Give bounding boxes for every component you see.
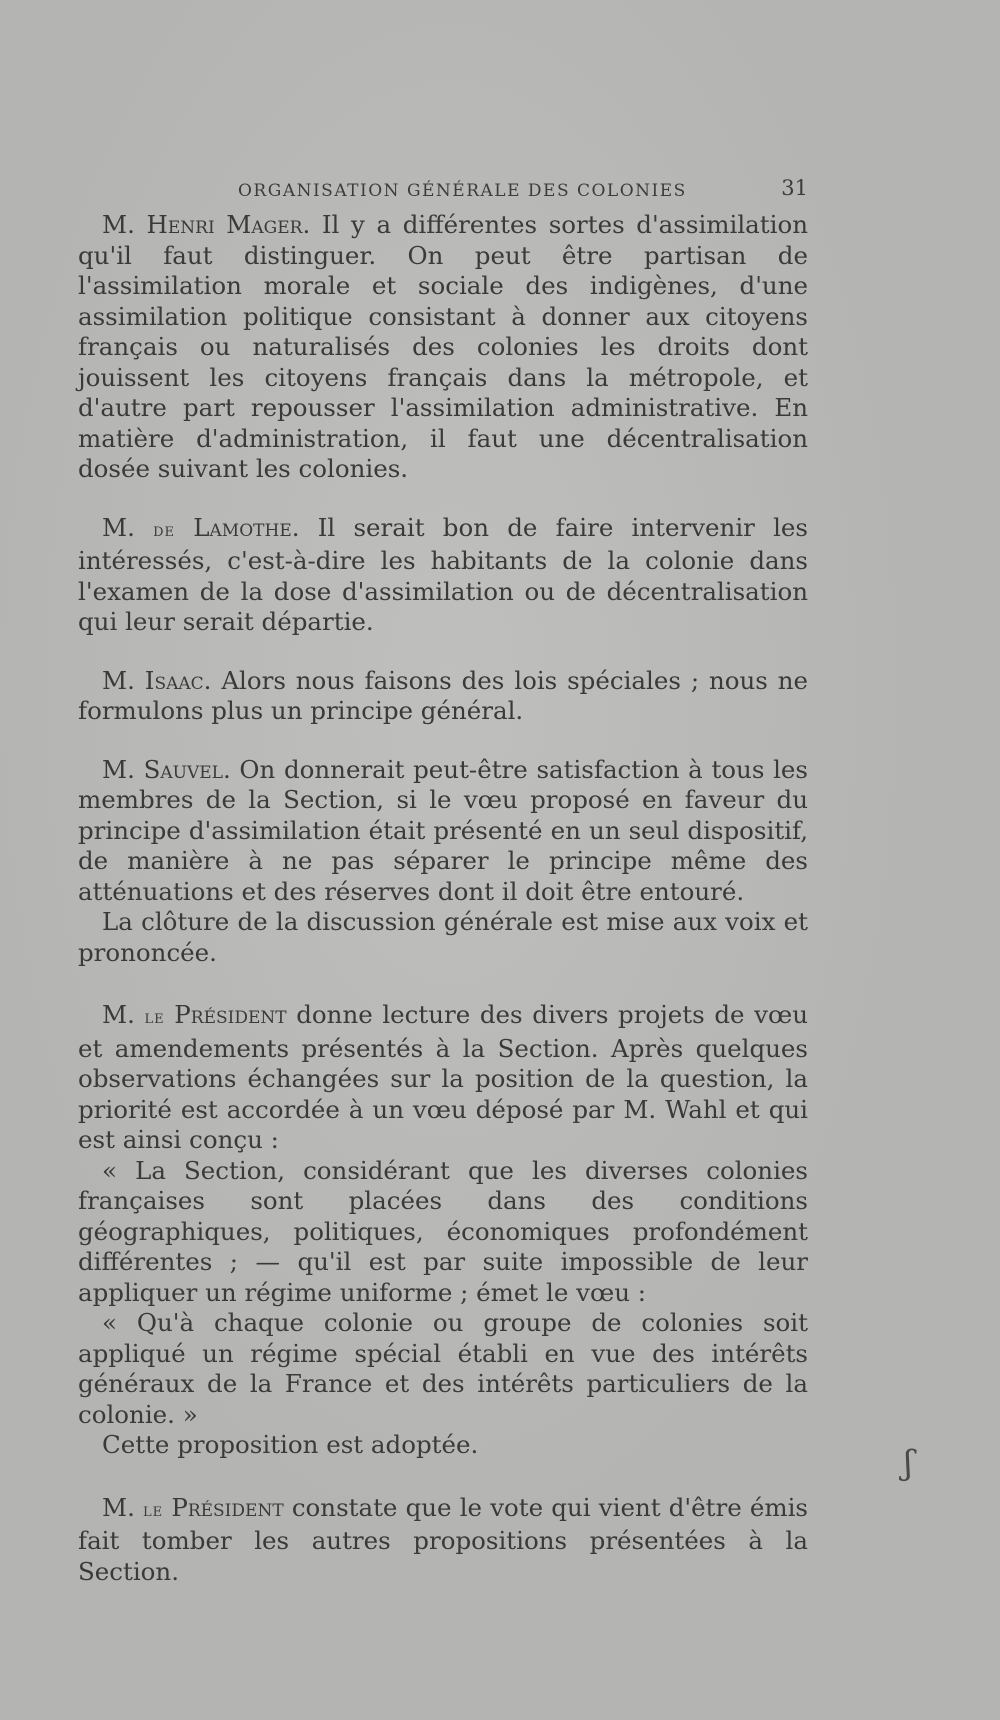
speaker-name: Isaac — [144, 665, 204, 695]
paragraph-text: constate que le vote qui vient d'être émis fait tomber les autres propositions présentées à la Section. — [78, 1492, 808, 1586]
paragraph-text: . Il serait bon de faire intervenir les intéressés, c'est-à-dire les habitants de la colonie dans l'examen de la dose d'assimilation ou de décentralisation qui leur serait départie. — [78, 512, 809, 636]
paragraph-mager — [78, 210, 808, 485]
paragraph-text: . On donnerait peut-être satisfaction à tous les membres de la Section, si le vœu proposé en faveur du principe d'assimilation était présenté en un seul dispositif, de manière à ne pas séparer le principe même des atténuations et des réserves dont il doit être entouré. — [78, 754, 808, 906]
paragraph-adoption — [78, 1430, 808, 1461]
running-header — [78, 168, 808, 210]
speaker-name: Lamothe — [193, 512, 292, 542]
paragraph-isaac — [78, 666, 808, 727]
paragraph-text: . Alors nous faisons des lois spéciales ; nous ne formulons plus un principe général. — [78, 665, 808, 725]
speaker-particle: de — [153, 519, 176, 541]
margin-mark: ʃ — [901, 1442, 916, 1484]
speaker-prefix: M. — [102, 210, 147, 239]
speaker-particle: le — [144, 1007, 165, 1028]
paragraph-text: . Il y a différentes sortes d'assimilation qu'il faut distinguer. On peut être partisan de l'assimilation morale et sociale des indigènes, d'une assimilation politique consistant à donner aux citoyens français ou naturalisés des colonies les droits dont jouissent les citoyens français dans la métropole, et d'autre part repousser l'assimilation administrative. En matière d'administration, il faut une décentralisation dosée suivant les colonies. — [78, 210, 808, 483]
paragraph-text: « Qu'à chaque colonie ou groupe de colonies soit appliqué un régime spécial établi en vue des intérêts généraux de la France et des intérêts particuliers de la colonie. » — [78, 1308, 808, 1429]
speaker-name: Président — [174, 1000, 287, 1029]
paragraph-lamothe — [78, 513, 808, 638]
paragraph-text: La clôture de la discussion générale est mise aux voix et prononcée. — [78, 907, 808, 967]
paragraph-cloture — [78, 907, 808, 968]
speaker-prefix: M. — [102, 754, 144, 784]
speaker-name: Henri Mager — [146, 210, 303, 239]
page-body — [78, 168, 808, 1587]
speaker-name: Sauvel — [143, 754, 223, 784]
paragraph-text: donne lecture des divers projets de vœu et amendements présentés à la Section. Après quelques observations échangées sur la position de la question, la priorité est accordée à un vœu déposé par M. Wahl et qui est ainsi conçu : — [78, 1000, 808, 1154]
paragraph-voeu-dispositif — [78, 1308, 808, 1430]
speaker-prefix: M. — [102, 665, 145, 695]
speaker-particle: le — [143, 1499, 164, 1521]
speaker-prefix: M. — [102, 512, 154, 542]
speaker-prefix: M. — [102, 1492, 144, 1522]
page-number: 31 — [781, 176, 808, 200]
paragraph-text: « La Section, considérant que les diverses colonies françaises sont placées dans des conditions géographiques, politiques, économiques profondément différentes ; — qu'il est par suite impossible de leur appliquer un régime uniforme ; émet le vœu : — [78, 1155, 808, 1307]
paragraph-president-lecture — [78, 1000, 808, 1156]
paragraph-president-constate — [78, 1493, 808, 1588]
paragraph-sauvel — [78, 755, 808, 908]
paragraph-text: Cette proposition est adoptée. — [102, 1430, 479, 1459]
speaker-prefix: M. — [102, 1000, 145, 1029]
running-title: ORGANISATION GÉNÉRALE DES COLONIES — [238, 181, 687, 201]
paragraph-voeu-considerant — [78, 1156, 808, 1309]
speaker-name: Président — [171, 1492, 284, 1522]
